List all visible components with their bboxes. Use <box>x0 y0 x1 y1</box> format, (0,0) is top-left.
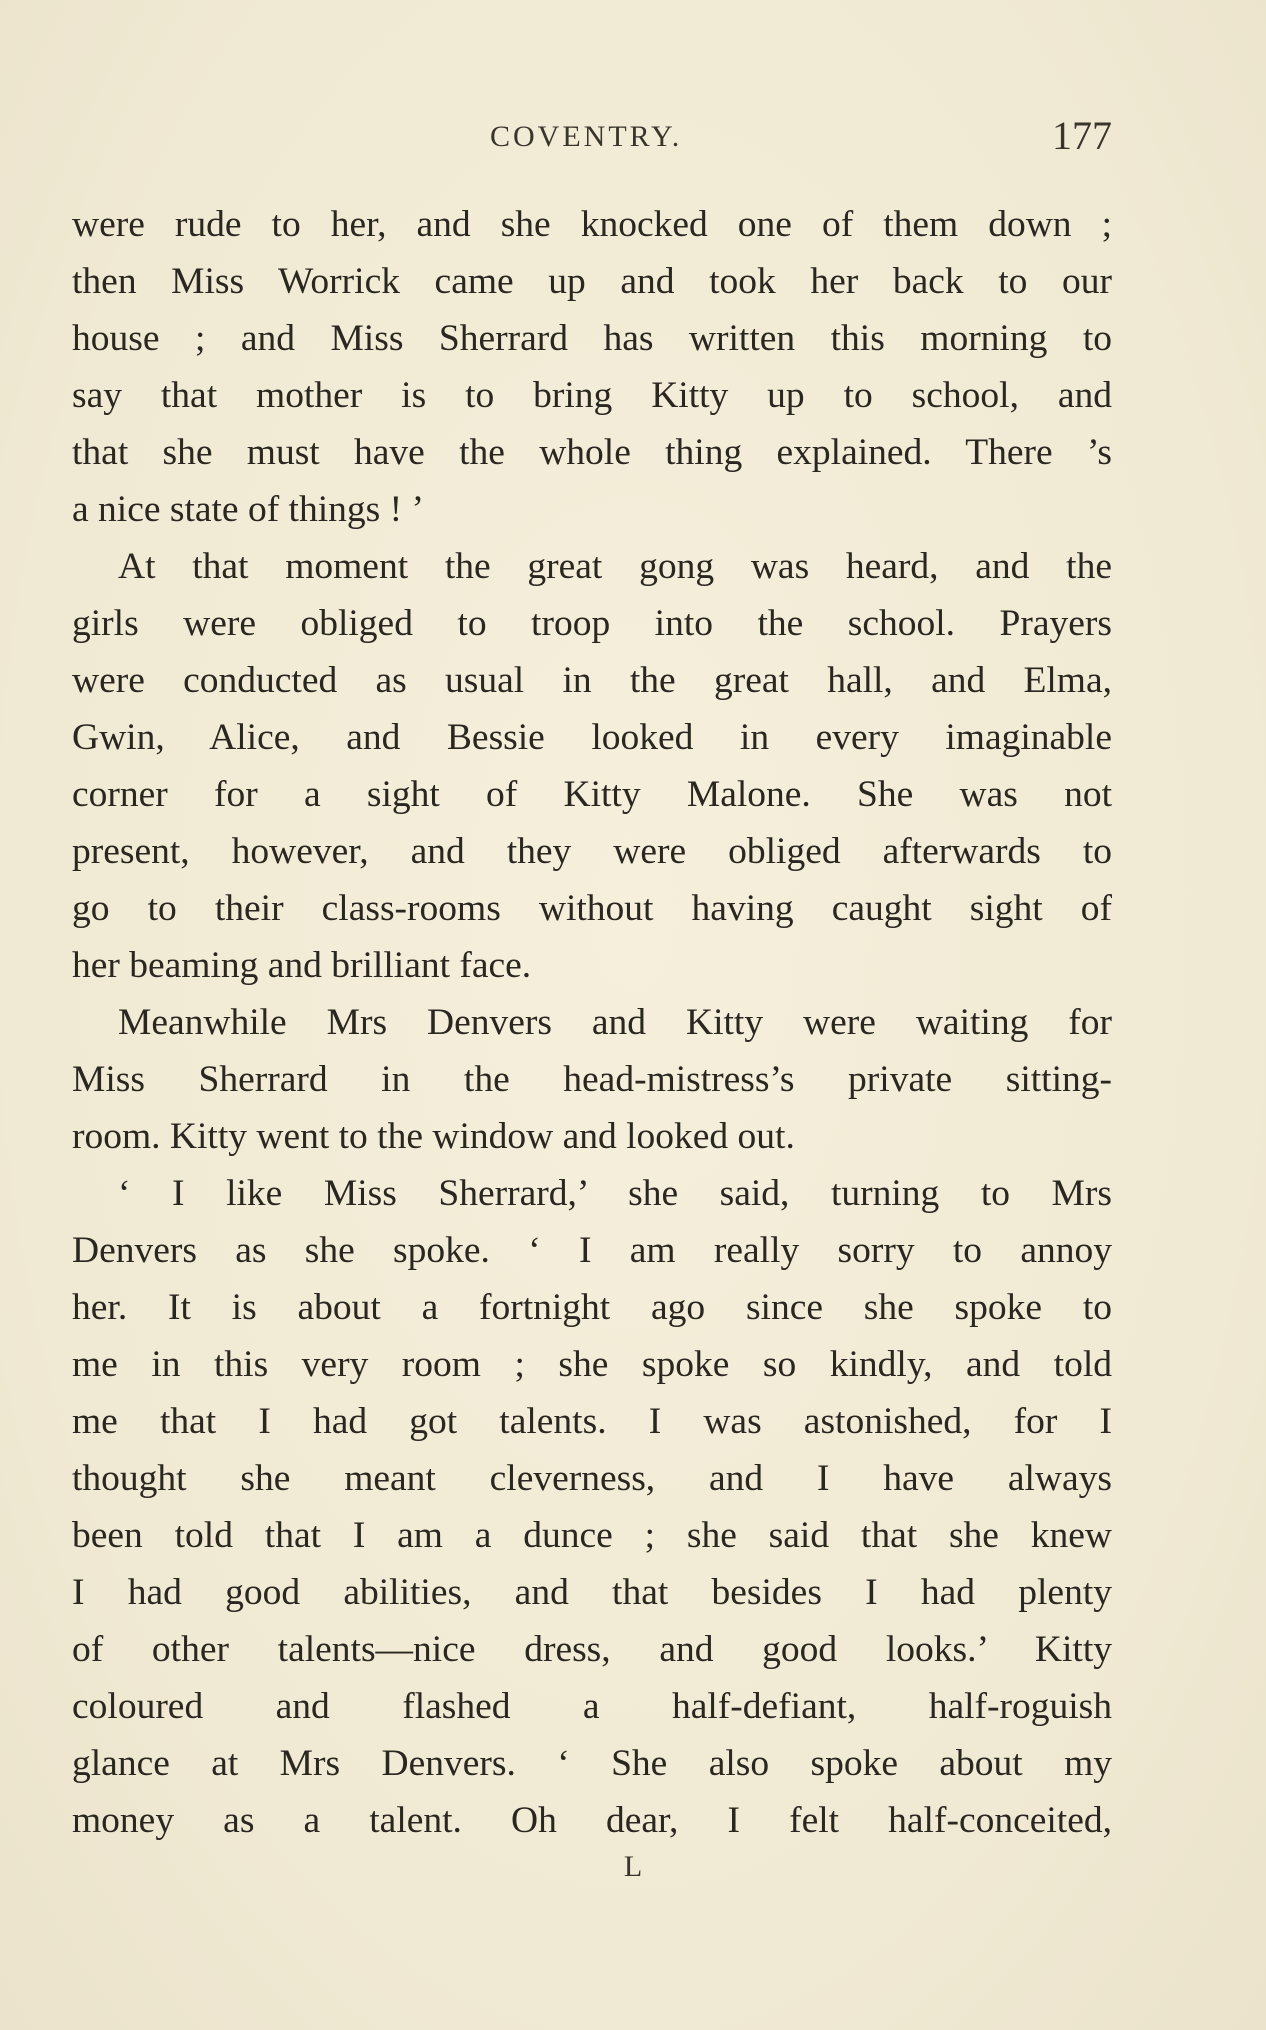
text-line: were rude to her, and she knocked one of them down ; <box>72 204 1112 245</box>
text-line: Meanwhile Mrs Denvers and Kitty were waiting for <box>118 1002 1112 1043</box>
text-line: were conducted as usual in the great hall, and Elma, <box>72 660 1112 701</box>
text-line: Miss Sherrard in the head-mistress’s private sitting- <box>72 1059 1112 1100</box>
text-line: say that mother is to bring Kitty up to school, and <box>72 375 1112 416</box>
text-line: glance at Mrs Denvers. ‘ She also spoke about my <box>72 1743 1112 1784</box>
text-line: present, however, and they were obliged afterwards to <box>72 831 1112 872</box>
body-text <box>72 196 1112 1849</box>
text-line: been told that I am a dunce ; she said that she knew <box>72 1515 1112 1556</box>
signature-mark: L <box>623 1850 643 1883</box>
text-line: corner for a sight of Kitty Malone. She was not <box>72 774 1112 815</box>
text-line: Gwin, Alice, and Bessie looked in every imaginable <box>72 717 1112 758</box>
running-title: COVENTRY. <box>490 120 683 153</box>
text-line: of other talents—nice dress, and good looks.’ Kitty <box>72 1629 1112 1670</box>
text-line: go to their class-rooms without having caught sight of <box>72 888 1112 929</box>
text-line: house ; and Miss Sherrard has written this morning to <box>72 318 1112 359</box>
text-line: ‘ I like Miss Sherrard,’ she said, turning to Mrs <box>118 1173 1112 1214</box>
text-line: girls were obliged to troop into the school. Prayers <box>72 603 1112 644</box>
text-line: coloured and flashed a half-defiant, half-roguish <box>72 1686 1112 1727</box>
text-line: me in this very room ; she spoke so kindly, and told <box>72 1344 1112 1385</box>
text-line: me that I had got talents. I was astonished, for I <box>72 1401 1112 1442</box>
text-line: At that moment the great gong was heard, and the <box>118 546 1112 587</box>
running-header <box>72 112 1112 162</box>
text-line: thought she meant cleverness, and I have always <box>72 1458 1112 1499</box>
text-line: that she must have the whole thing explained. There ’s <box>72 432 1112 473</box>
text-line: room. Kitty went to the window and looked out. <box>72 1116 795 1157</box>
text-line: I had good abilities, and that besides I had plenty <box>72 1572 1112 1613</box>
page-number: 177 <box>1052 113 1112 158</box>
text-line: her. It is about a fortnight ago since she spoke to <box>72 1287 1112 1328</box>
text-line: Denvers as she spoke. ‘ I am really sorry to annoy <box>72 1230 1112 1271</box>
text-line: money as a talent. Oh dear, I felt half-conceited, <box>72 1800 1112 1841</box>
text-line: her beaming and brilliant face. <box>72 945 532 986</box>
text-line: a nice state of things ! ’ <box>72 489 424 530</box>
text-line: then Miss Worrick came up and took her back to our <box>72 261 1112 302</box>
